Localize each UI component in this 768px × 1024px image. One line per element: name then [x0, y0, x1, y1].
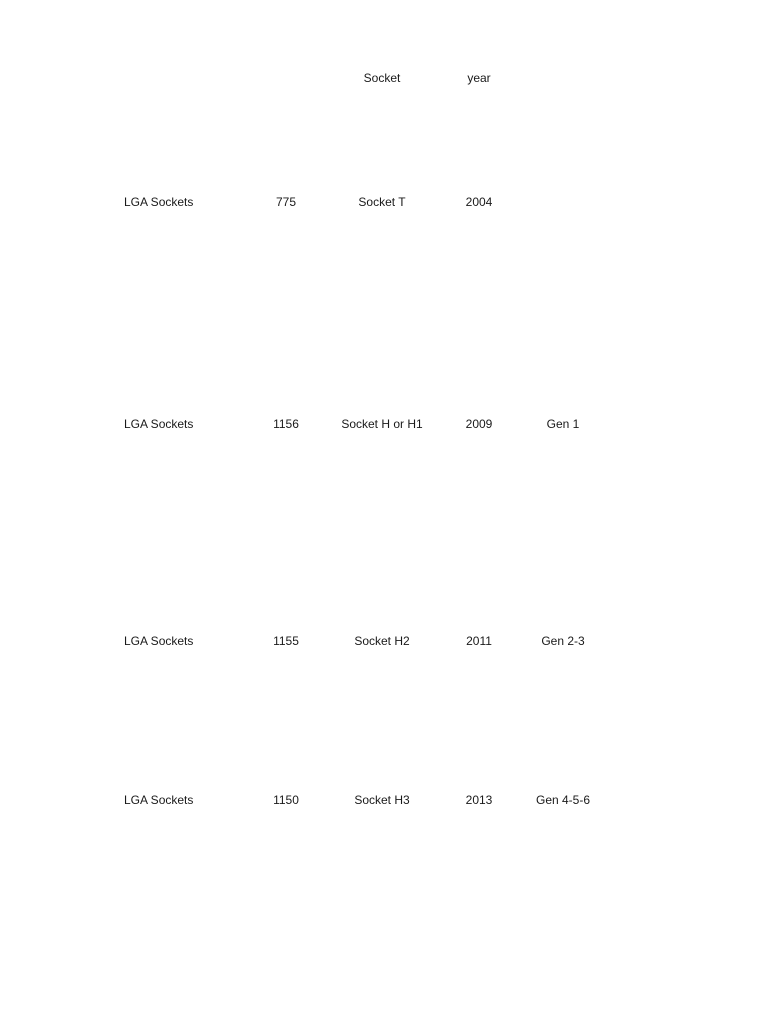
- row-3-year: 2011: [466, 634, 492, 648]
- row-1-year: 2004: [465, 195, 493, 209]
- row-1-pins: 775: [275, 195, 297, 209]
- row-2-year: 2009: [465, 417, 493, 431]
- row-1-socket: Socket T: [358, 195, 406, 209]
- row-2-gen: Gen 1: [546, 417, 580, 431]
- row-3-family: LGA Sockets: [124, 634, 194, 648]
- row-2-socket: Socket H or H1: [341, 417, 423, 431]
- row-4-pins: 1150: [273, 793, 299, 807]
- row-4-family: LGA Sockets: [124, 793, 194, 807]
- row-4-gen: Gen 4-5-6: [535, 793, 591, 807]
- row-3-gen: Gen 2-3: [541, 634, 585, 648]
- row-1-family: LGA Sockets: [124, 195, 194, 209]
- row-3-pins: 1155: [273, 634, 299, 648]
- header-year: year: [467, 71, 491, 85]
- row-4-year: 2013: [465, 793, 493, 807]
- row-2-pins: 1156: [273, 417, 299, 431]
- header-socket: Socket: [363, 71, 401, 85]
- row-4-socket: Socket H3: [354, 793, 410, 807]
- row-2-family: LGA Sockets: [124, 417, 194, 431]
- row-3-socket: Socket H2: [354, 634, 410, 648]
